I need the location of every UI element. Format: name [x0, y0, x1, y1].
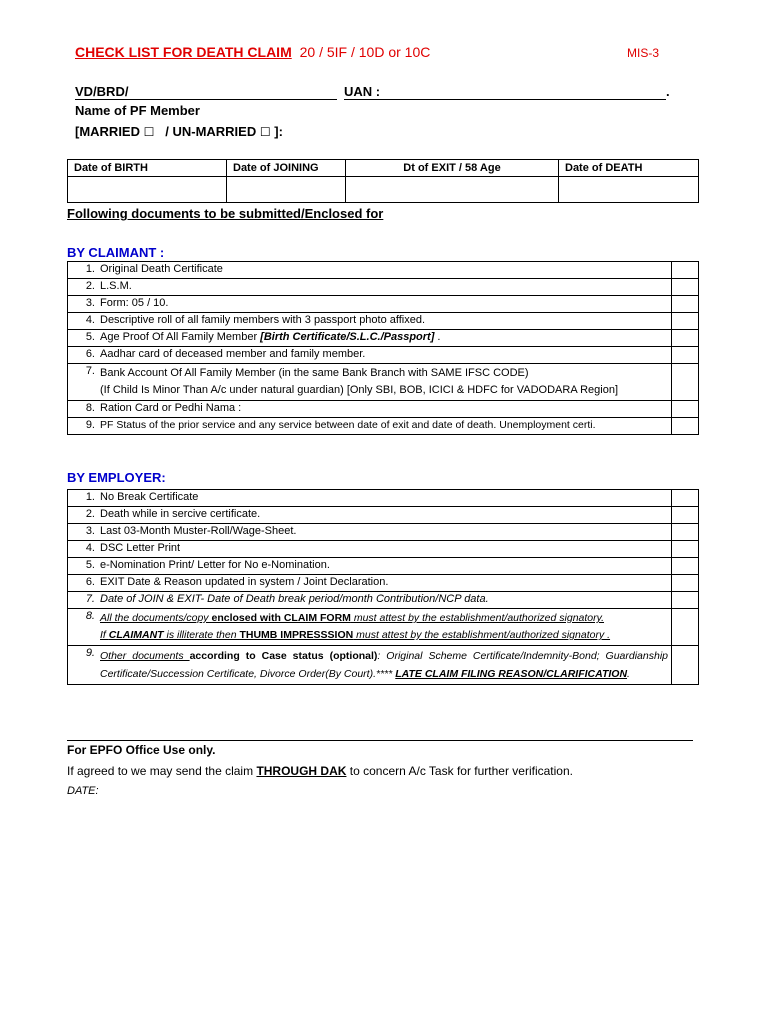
item-text: PF Status of the prior service and any service between date of exit and date of death. Unemployment certi.	[97, 418, 672, 435]
text-part-bold: THROUGH DAK	[256, 764, 347, 778]
list-item	[68, 592, 699, 609]
list-item	[68, 541, 699, 558]
text-part: .	[627, 668, 630, 680]
check-box[interactable]	[672, 541, 699, 558]
item-line-2: (If Child Is Minor Than A/c under natural guardian) [Only SBI, BOB, ICICI & HDFC for VADODARA Region]	[100, 384, 619, 396]
mis-code: MIS-3	[627, 46, 660, 60]
dates-value-row	[68, 177, 699, 203]
text-part: Other documents	[100, 650, 190, 662]
list-item	[68, 347, 699, 364]
item-text: Date of JOIN & EXIT- Date of Death break period/month Contribution/NCP data.	[97, 592, 672, 609]
item-text: Descriptive roll of all family members with 3 passport photo affixed.	[97, 313, 672, 330]
item-number: 9.	[68, 418, 98, 435]
item-number: 1.	[68, 490, 98, 507]
header-dob: Date of BIRTH	[68, 160, 227, 177]
list-item	[68, 296, 699, 313]
dob-cell[interactable]	[68, 177, 227, 203]
check-box[interactable]	[672, 558, 699, 575]
text-part: must attest by the establishment/authorized signatory.	[350, 612, 605, 624]
check-box[interactable]	[672, 401, 699, 418]
uan-label: UAN :	[344, 84, 666, 100]
married-checkbox[interactable]: ☐	[143, 125, 155, 139]
item-number: 7.	[68, 592, 98, 609]
item-number: 7.	[68, 364, 98, 401]
date-label: DATE:	[67, 785, 99, 797]
check-box[interactable]	[672, 575, 699, 592]
item-text	[97, 646, 672, 685]
list-item	[68, 418, 699, 435]
documents-heading: Following documents to be submitted/Enclosed for	[67, 206, 384, 221]
item-number: 1.	[68, 262, 98, 279]
vd-brd-field	[75, 84, 337, 100]
item-number: 8.	[68, 609, 98, 646]
list-item	[68, 401, 699, 418]
item-text-c: .	[434, 331, 441, 343]
text-part-bold: enclosed with CLAIM FORM	[211, 612, 351, 624]
divider	[67, 740, 693, 741]
uan-field	[344, 84, 670, 100]
item-text: EXIT Date & Reason updated in system / Joint Declaration.	[97, 575, 672, 592]
item-number: 5.	[68, 558, 98, 575]
item-text: Last 03-Month Muster-Roll/Wage-Sheet.	[97, 524, 672, 541]
item-text: Death while in sercive certificate.	[97, 507, 672, 524]
unmarried-label: / UN-MARRIED	[165, 124, 257, 139]
form-title	[75, 44, 430, 60]
text-part: : Original Scheme Certificate/Indemnity-Bond; Guardianship Certificate/Succession Certificate, Divorce Order(By Court).****	[100, 650, 669, 680]
uan-end: .	[666, 84, 670, 99]
list-item	[68, 313, 699, 330]
list-item	[68, 558, 699, 575]
item-text: e-Nomination Print/ Letter for No e-Nomination.	[97, 558, 672, 575]
check-box[interactable]	[672, 646, 699, 685]
item-number: 3.	[68, 524, 98, 541]
item-number: 6.	[68, 575, 98, 592]
office-use-label: For EPFO Office Use only.	[67, 743, 216, 757]
claimant-heading: BY CLAIMANT :	[67, 245, 165, 260]
list-item	[68, 507, 699, 524]
item-number: 6.	[68, 347, 98, 364]
list-item	[68, 524, 699, 541]
item-line-1	[100, 610, 668, 627]
list-item	[68, 609, 699, 646]
item-text-a: Age Proof Of All Family Member	[100, 331, 261, 343]
vd-brd-label: VD/BRD/	[75, 84, 337, 100]
unmarried-checkbox[interactable]: ☐	[259, 125, 271, 139]
dak-statement	[67, 764, 573, 778]
item-text: No Break Certificate	[97, 490, 672, 507]
marital-status-row	[75, 124, 283, 139]
check-box[interactable]	[672, 296, 699, 313]
doe-cell[interactable]	[346, 177, 559, 203]
item-text: Ration Card or Pedhi Nama :	[97, 401, 672, 418]
text-part-bold: THUMB IMPRESSSION	[239, 629, 354, 641]
check-box[interactable]	[672, 507, 699, 524]
employer-heading: BY EMPLOYER:	[67, 470, 166, 485]
item-line-1: Bank Account Of All Family Member (in the same Bank Branch with SAME IFSC CODE)	[100, 367, 529, 379]
text-part-bold: LATE CLAIM FILING REASON/CLARIFICATION	[395, 668, 628, 680]
check-box[interactable]	[672, 347, 699, 364]
list-item	[68, 279, 699, 296]
text-part: All the documents/copy	[100, 612, 212, 624]
check-box[interactable]	[672, 330, 699, 347]
item-text	[97, 364, 672, 401]
check-box[interactable]	[672, 524, 699, 541]
header-dod: Date of DEATH	[559, 160, 699, 177]
item-number: 4.	[68, 313, 98, 330]
item-line-2	[100, 627, 668, 644]
item-number: 8.	[68, 401, 98, 418]
dod-cell[interactable]	[559, 177, 699, 203]
list-item	[68, 490, 699, 507]
check-box[interactable]	[672, 490, 699, 507]
form-codes: 20 / 5IF / 10D or 10C	[299, 44, 431, 60]
item-text	[97, 330, 672, 347]
item-number: 4.	[68, 541, 98, 558]
item-text: DSC Letter Print	[97, 541, 672, 558]
bracket-close: ]:	[274, 124, 283, 139]
header-doe: Dt of EXIT / 58 Age	[346, 160, 559, 177]
list-item	[68, 330, 699, 347]
item-text: Form: 05 / 10.	[97, 296, 672, 313]
item-text: Aadhar card of deceased member and family member.	[97, 347, 672, 364]
text-part: If	[100, 629, 109, 641]
text-part-bold: according to Case status (optional)	[189, 650, 378, 662]
item-text: L.S.M.	[97, 279, 672, 296]
claimant-table	[67, 261, 699, 435]
item-text	[97, 609, 672, 646]
list-item	[68, 262, 699, 279]
list-item	[68, 646, 699, 685]
list-item	[68, 575, 699, 592]
married-label: [MARRIED	[75, 124, 140, 139]
text-part: to concern A/c Task for further verification.	[346, 764, 573, 778]
item-number: 9.	[68, 646, 98, 685]
check-box[interactable]	[672, 609, 699, 646]
text-part: must attest by the establishment/authorized signatory .	[353, 629, 611, 641]
check-box[interactable]	[672, 418, 699, 435]
check-box[interactable]	[672, 262, 699, 279]
title-main: CHECK LIST FOR DEATH CLAIM	[75, 44, 292, 60]
dates-table	[67, 159, 699, 203]
item-text: Original Death Certificate	[97, 262, 672, 279]
item-number: 2.	[68, 279, 98, 296]
check-box[interactable]	[672, 592, 699, 609]
employer-table	[67, 489, 699, 685]
check-box[interactable]	[672, 313, 699, 330]
check-box[interactable]	[672, 364, 699, 401]
member-name-label: Name of PF Member	[75, 103, 200, 118]
item-number: 5.	[68, 330, 98, 347]
header-doj: Date of JOINING	[227, 160, 346, 177]
text-part: is illiterate then	[163, 629, 240, 641]
check-box[interactable]	[672, 279, 699, 296]
item-number: 3.	[68, 296, 98, 313]
dates-header-row	[68, 160, 699, 177]
item-text-b: [Birth Certificate/S.L.C./Passport]	[260, 331, 435, 343]
item-number: 2.	[68, 507, 98, 524]
text-part-bold: CLAIMANT	[108, 629, 164, 641]
doj-cell[interactable]	[227, 177, 346, 203]
list-item	[68, 364, 699, 401]
text-part: If agreed to we may send the claim	[67, 764, 257, 778]
